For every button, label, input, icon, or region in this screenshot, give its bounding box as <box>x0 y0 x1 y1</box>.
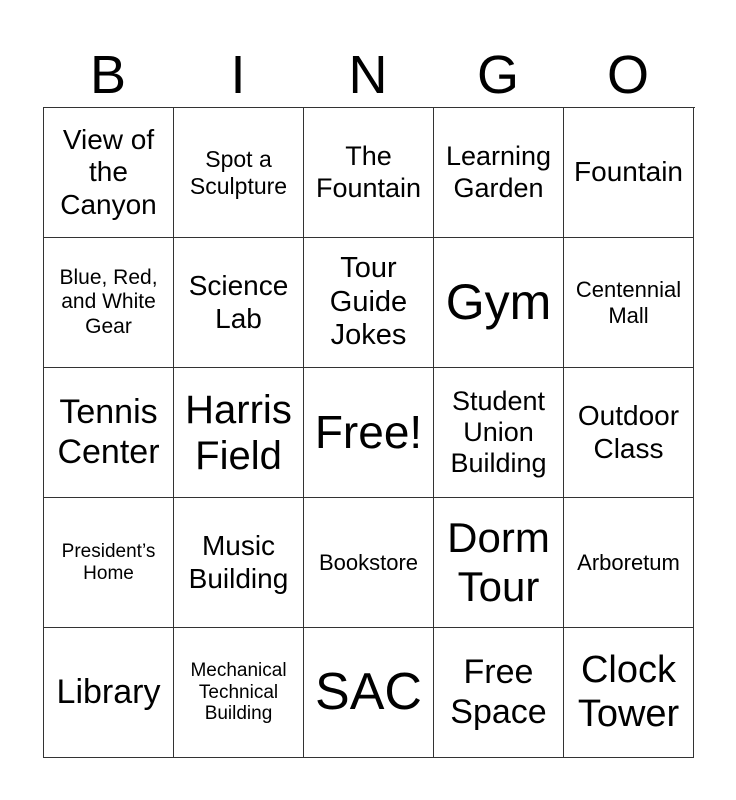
bingo-cell[interactable]: Outdoor Class <box>564 368 694 498</box>
bingo-cell[interactable]: Blue, Red, and White Gear <box>44 238 174 368</box>
bingo-cell[interactable]: Clock Tower <box>564 628 694 758</box>
bingo-cell[interactable]: Fountain <box>564 108 694 238</box>
bingo-cell[interactable]: Spot a Sculpture <box>174 108 304 238</box>
bingo-cell[interactable]: Tennis Center <box>44 368 174 498</box>
bingo-cell[interactable]: Student Union Building <box>434 368 564 498</box>
header-letter-i: I <box>230 45 246 105</box>
bingo-header <box>43 44 693 106</box>
bingo-cell[interactable]: President’s Home <box>44 498 174 628</box>
bingo-cell[interactable]: Harris Field <box>174 368 304 498</box>
bingo-cell[interactable]: Learning Garden <box>434 108 564 238</box>
bingo-board <box>43 107 695 758</box>
bingo-cell[interactable]: Gym <box>434 238 564 368</box>
bingo-cell[interactable]: Library <box>44 628 174 758</box>
bingo-cell[interactable]: Arboretum <box>564 498 694 628</box>
bingo-cell[interactable]: Mechanical Technical Building <box>174 628 304 758</box>
bingo-cell[interactable]: The Fountain <box>304 108 434 238</box>
header-letter-g: G <box>476 45 519 105</box>
bingo-cell[interactable]: Music Building <box>174 498 304 628</box>
bingo-cell[interactable]: Dorm Tour <box>434 498 564 628</box>
bingo-cell[interactable]: Science Lab <box>174 238 304 368</box>
header-letter-b: B <box>89 45 127 105</box>
bingo-cell[interactable]: SAC <box>304 628 434 758</box>
bingo-cell[interactable]: Bookstore <box>304 498 434 628</box>
header-letter-o: O <box>606 45 649 105</box>
bingo-cell[interactable]: Tour Guide Jokes <box>304 238 434 368</box>
header-letter-n: N <box>348 45 388 105</box>
bingo-cell[interactable]: Centennial Mall <box>564 238 694 368</box>
bingo-cell[interactable]: Free Space <box>434 628 564 758</box>
bingo-cell-free[interactable]: Free! <box>304 368 434 498</box>
bingo-cell[interactable]: View of the Canyon <box>44 108 174 238</box>
